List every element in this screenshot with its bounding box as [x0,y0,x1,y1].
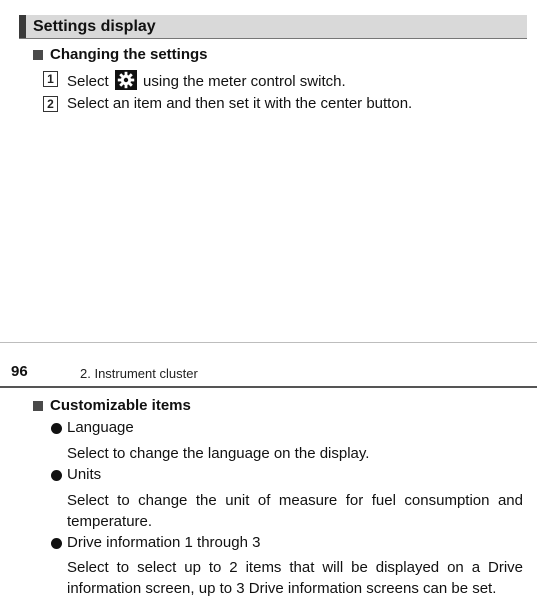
section-title: Settings display [33,18,156,35]
square-bullet-icon [33,401,43,411]
gear-icon [115,70,137,90]
step-1-pre: Select [67,73,109,90]
item-label-drive-information: Drive information 1 through 3 [67,534,261,551]
step-2-text: Select an item and then set it with the center button. [67,95,413,112]
changing-settings-heading: Changing the settings [50,46,208,63]
step-number-1: 1 [43,71,58,87]
chapter-title: 2. Instrument cluster [80,366,198,381]
item-label-units: Units [67,466,102,483]
bullet-icon [51,470,62,481]
step-1-text [67,70,346,90]
item-desc-drive-information: Select to select up to 2 items that will be displayed on a Drive information screen, up to 3 Drive information screens can be set. [67,559,523,597]
bullet-icon [51,423,62,434]
item-desc-language: Select to change the language on the display. [67,445,370,462]
page-divider-top [0,342,537,343]
item-desc-units: Select to change the unit of measure for fuel consumption and temperature. [67,492,523,530]
step-number-2: 2 [43,96,58,112]
bullet-icon [51,538,62,549]
page-divider-bottom [0,386,537,388]
customizable-items-heading: Customizable items [50,397,191,414]
section-accent-mark [19,15,26,38]
page-number: 96 [11,363,28,380]
square-bullet-icon [33,50,43,60]
item-label-language: Language [67,419,134,436]
step-1-post: using the meter control switch. [143,73,346,90]
section-header-bar [19,15,527,39]
